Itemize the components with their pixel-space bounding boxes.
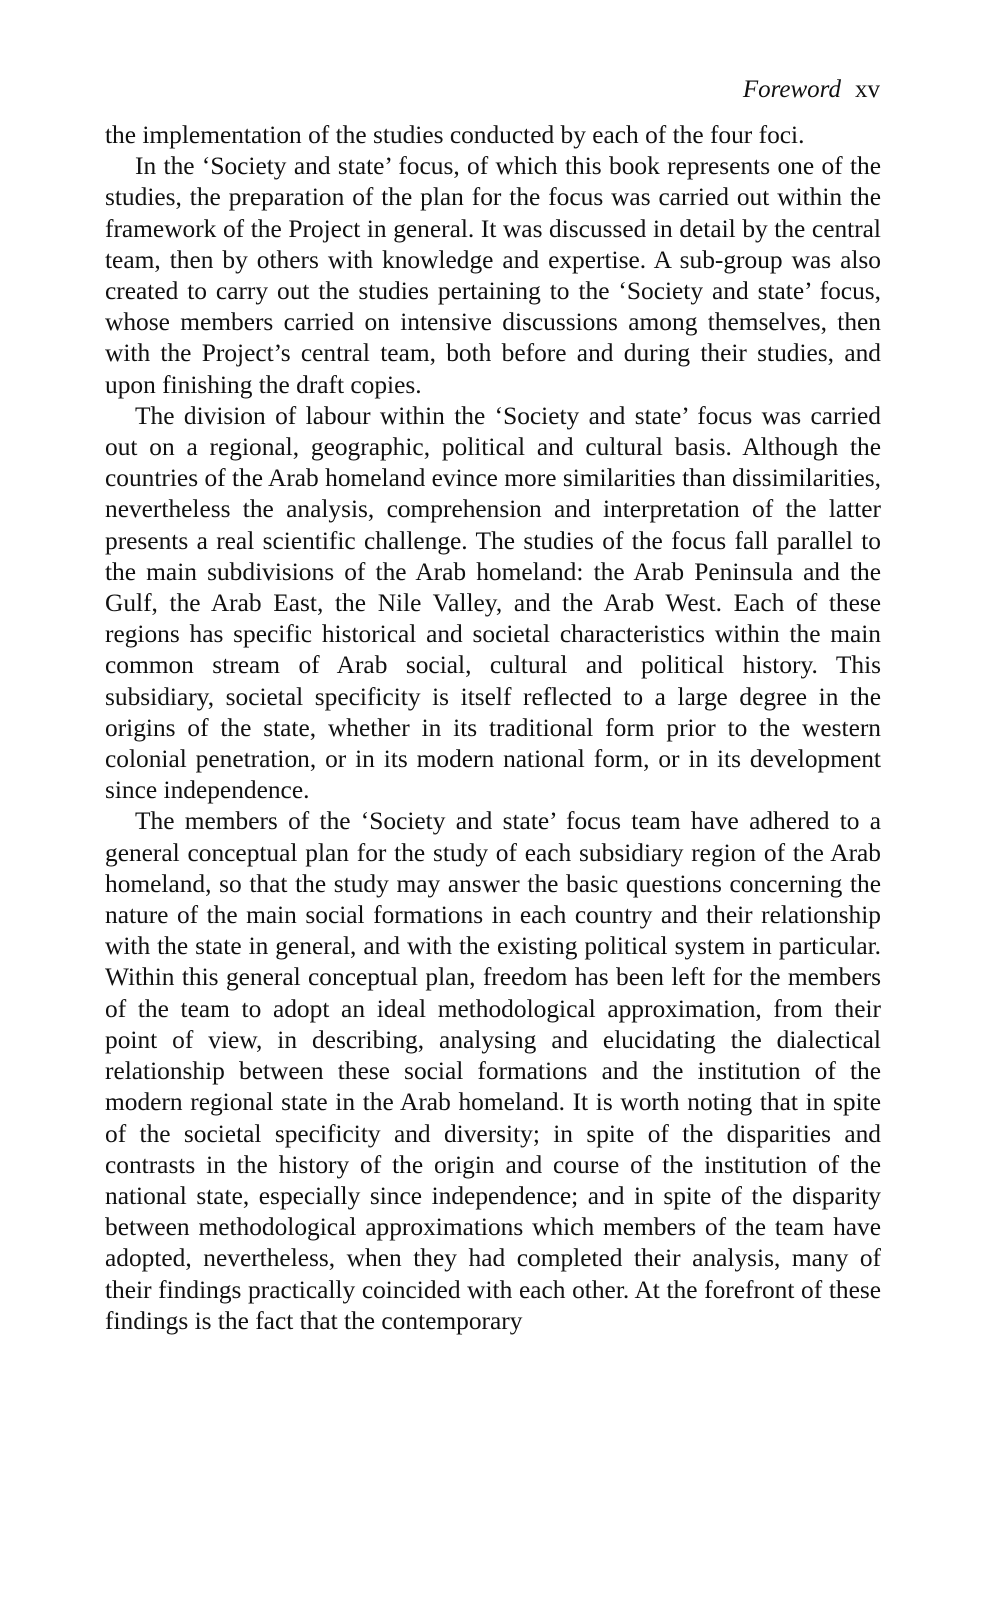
running-title: Foreword xyxy=(742,76,841,103)
paragraph: In the ‘Society and state’ focus, of which this book represents one of the studies, the preparation of the plan for the focus was carried out within the framework of the Project in general. It was discussed in detail by the central team, then by others with knowledge and expertise. A sub-group was also created to carry out the studies pertaining to the ‘Society and state’ focus, whose members carried on intensive discussions among themselves, then with the Project’s central team, both before and during their studies, and upon finishing the draft copies. xyxy=(105,152,881,399)
running-header xyxy=(105,74,880,106)
page-number: xv xyxy=(855,76,880,103)
paragraph-continuation: the implementation of the studies conducted by each of the four foci. xyxy=(105,121,805,149)
body-text xyxy=(105,120,881,1337)
paragraph: The members of the ‘Society and state’ focus team have adhered to a general conceptual plan for the study of each subsidiary region of the Arab homeland, so that the study may answer the basic questions concerning the nature of the main social formations in each country and their relationship with the state in general, and with the existing political system in particular. Within this general conceptual plan, freedom has been left for the members of the team to adopt an ideal methodological approximation, from their point of view, in describing, analysing and elucidating the dialectical relationship between these social formations and the institution of the modern regional state in the Arab homeland. It is worth noting that in spite of the societal specificity and diversity; in spite of the disparities and contrasts in the history of the origin and course of the institution of the national state, especially since independence; and in spite of the disparity between methodological approximations which members of the team have adopted, nevertheless, when they had completed their analysis, many of their findings practically coincided with each other. At the forefront of these findings is the fact that the contemporary xyxy=(105,807,881,1335)
paragraph: The division of labour within the ‘Society and state’ focus was carried out on a regional, geographic, political and cultural basis. Although the countries of the Arab homeland evince more similarities than dissimilarities, nevertheless the analysis, comprehension and interpretation of the latter presents a real scientific challenge. The studies of the focus fall parallel to the main subdivisions of the Arab homeland: the Arab Peninsula and the Gulf, the Arab East, the Nile Valley, and the Arab West. Each of these regions has specific historical and societal characteristics within the main common stream of Arab social, cultural and political history. This subsidiary, societal specificity is itself reflected to a large degree in the origins of the state, whether in its traditional form prior to the western colonial penetration, or in its modern national form, or in its development since independence. xyxy=(105,401,881,805)
